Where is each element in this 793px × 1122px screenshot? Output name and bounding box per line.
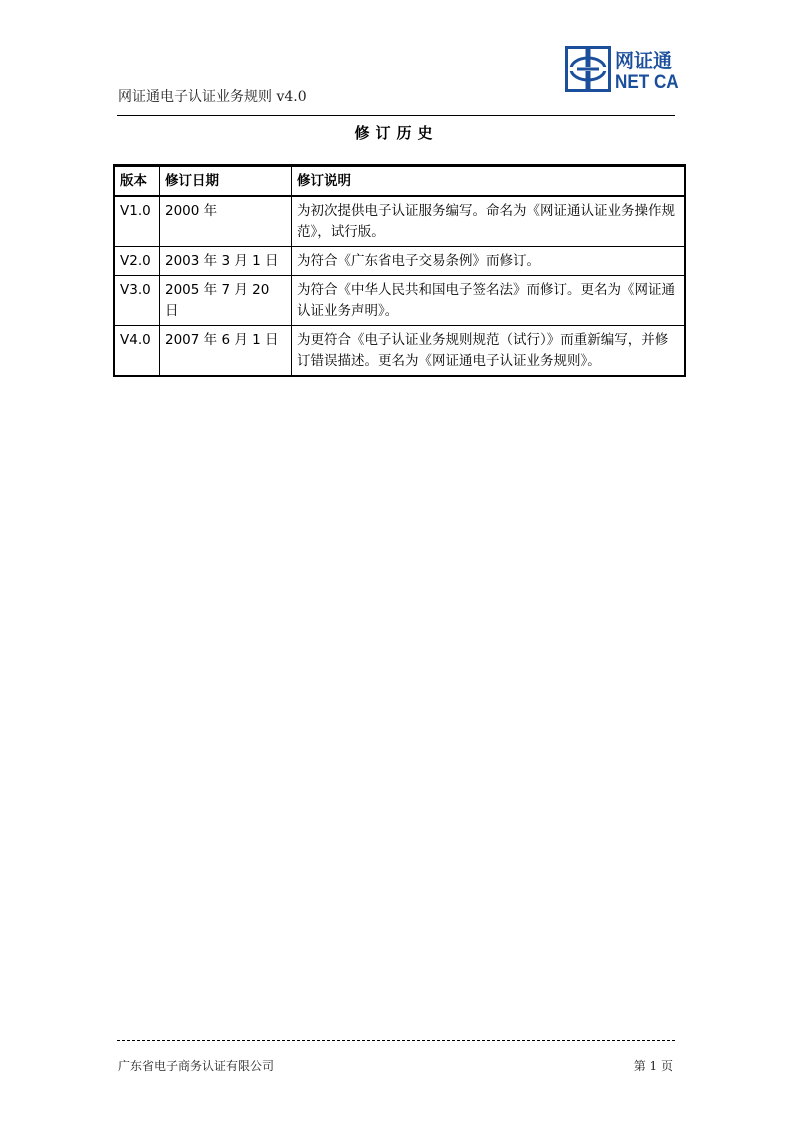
revision-history-table	[113, 164, 686, 377]
table-row	[114, 276, 685, 326]
cell-date: 2005 年 7 月 20 日	[160, 276, 292, 326]
netca-logo-icon	[565, 46, 611, 92]
cell-description: 为符合《广东省电子交易条例》而修订。	[292, 247, 686, 276]
page-title: 修订历史	[354, 124, 439, 142]
table-row	[114, 247, 685, 276]
column-header-date: 修订日期	[160, 166, 292, 197]
netca-logo	[565, 46, 679, 96]
cell-description: 为更符合《电子认证业务规则规范（试行）》而重新编写，并修订错误描述。更名为《网证通电子认证业务规则》。	[292, 326, 686, 377]
header-divider	[117, 115, 675, 116]
logo-cn-text: 网证通	[615, 50, 673, 72]
table-header-row	[114, 166, 685, 197]
cell-version: V2.0	[114, 247, 160, 276]
table-row	[114, 196, 685, 247]
cell-description: 为符合《中华人民共和国电子签名法》而修订。更名为《网证通认证业务声明》。	[292, 276, 686, 326]
cell-date: 2007 年 6 月 1 日	[160, 326, 292, 377]
header-title: 网证通电子认证业务规则 v4.0	[118, 89, 307, 105]
cell-description: 为初次提供电子认证服务编写。命名为《网证通认证业务操作规范》，试行版。	[292, 196, 686, 247]
column-header-description: 修订说明	[292, 166, 686, 197]
cell-date: 2003 年 3 月 1 日	[160, 247, 292, 276]
column-header-version: 版本	[114, 166, 160, 197]
logo-en-text: NET CA	[615, 72, 679, 93]
cell-date: 2000 年	[160, 196, 292, 247]
footer-company: 广东省电子商务认证有限公司	[118, 1059, 275, 1073]
cell-version: V4.0	[114, 326, 160, 377]
footer-divider	[117, 1040, 675, 1041]
cell-version: V1.0	[114, 196, 160, 247]
footer-page-number: 第 1 页	[633, 1059, 673, 1073]
table-row	[114, 326, 685, 377]
cell-version: V3.0	[114, 276, 160, 326]
